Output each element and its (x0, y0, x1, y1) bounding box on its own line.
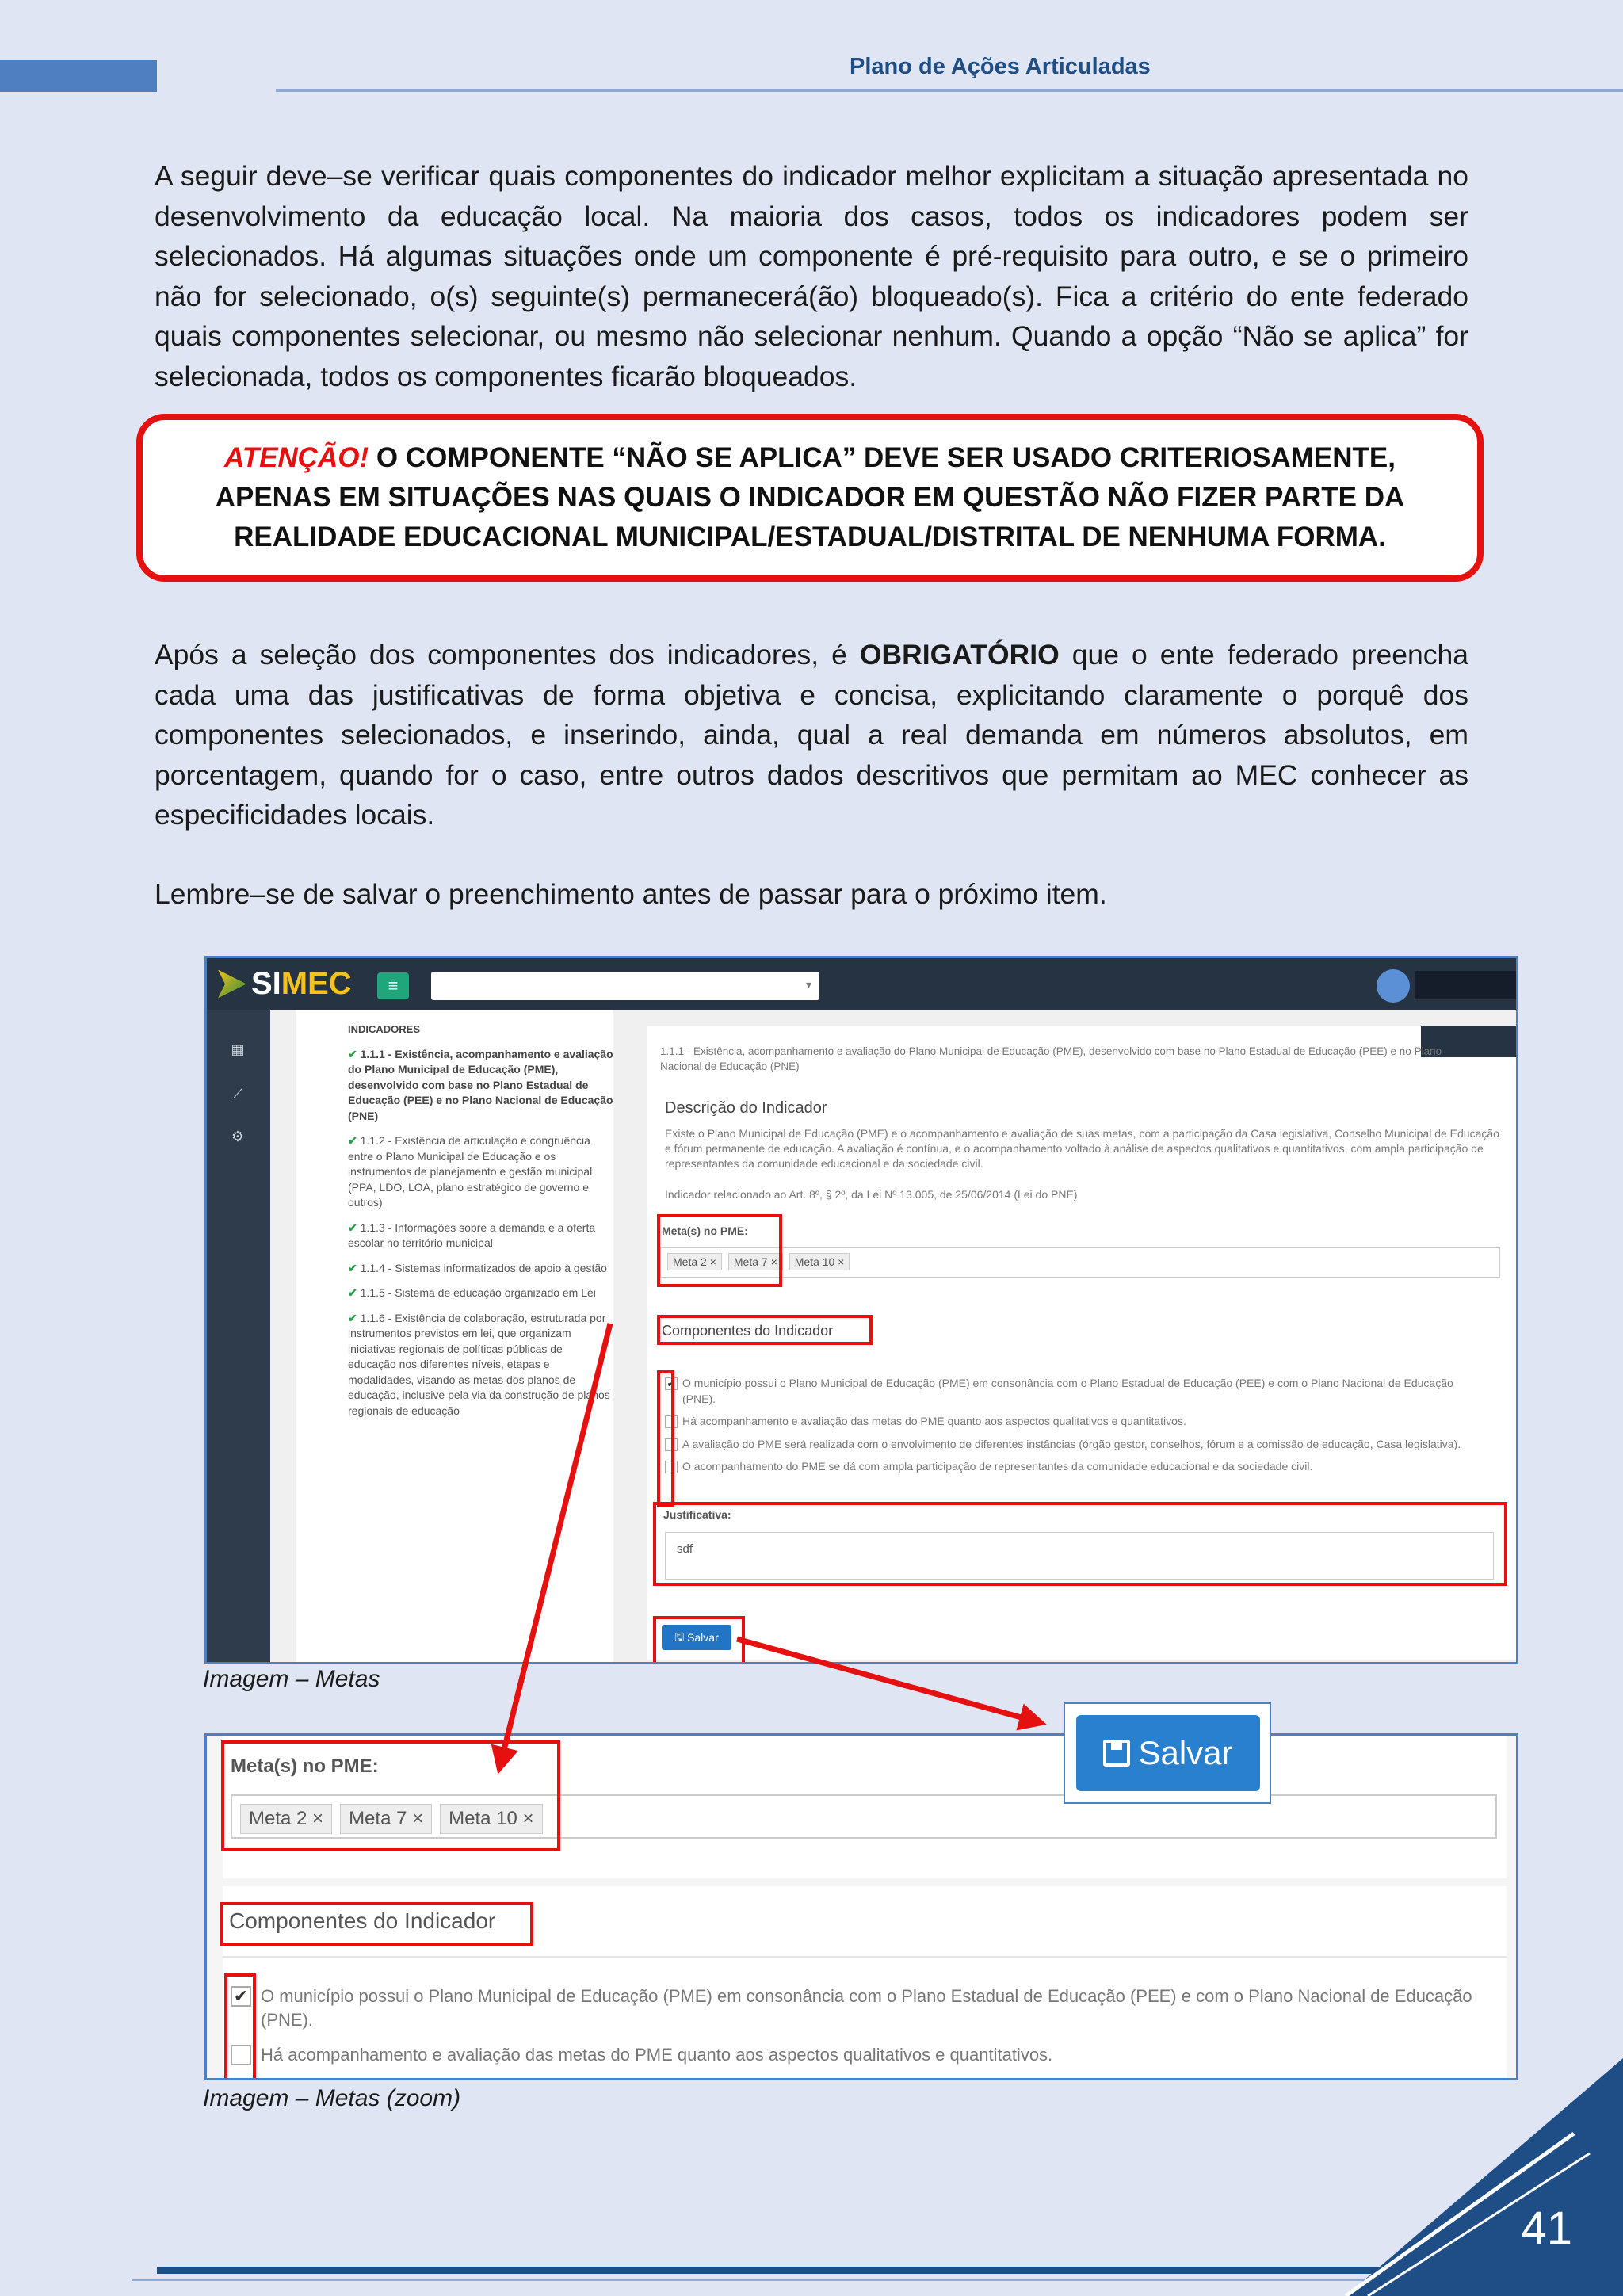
description-heading: Descrição do Indicador (665, 1099, 827, 1117)
justification-label: Justificativa: (663, 1508, 731, 1521)
caption-metas: Imagem – Metas (203, 1666, 380, 1692)
intro-paragraph: A seguir deve–se verificar quais componentes do indicador melhor explicitam a situação apresentada no desenvolvimento da educação local. Na maioria dos casos, todos os indicadores podem ser selecionados. Há algumas situações onde um componente é pré-requisito para outro, e se o primeiro não for selecionado, o(s) seguinte(s) permanecerá(ão) bloqueado(s). Fica a critério do ente federado quais componentes selecionar, ou mesmo não selecionar nenhum. Quando a opção “Não se aplica” for selecionada, todos os componentes ficarão bloqueados. (155, 160, 1468, 392)
paragraph-text: Após a seleção dos componentes dos indicadores, é (155, 639, 860, 670)
indicator-breadcrumb: 1.1.1 - Existência, acompanhamento e avaliação do Plano Municipal de Educação (PME), desenvolvido com base no Plano Estadual de Educação (PEE) e no Plano Nacional de Educação (PNE) (660, 1045, 1442, 1072)
meta-tag[interactable]: Meta 10 × (789, 1253, 850, 1270)
component-label: Há acompanhamento e avaliação das metas do PME quanto aos aspectos qualitativos e quantitativos. (261, 2045, 1053, 2065)
zoom-metas-label: Meta(s) no PME: (231, 1755, 379, 1777)
component-label: O município possui o Plano Municipal de Educação (PME) em consonância com o Plano Estadual de Educação (PEE) e com o Plano Nacional de Educação (PNE). (682, 1377, 1453, 1405)
header-title: Plano de Ações Articuladas (850, 54, 1151, 79)
corner-decoration (1282, 2058, 1623, 2296)
paragraph-text: que o ente federado preencha cada uma das justificativas de forma objetiva e concisa, explicitando claramente o porquê dos componentes selecionados, e inserindo, ainda, qual a real demanda em números absolutos, em porcentagem, quando for o caso, entre outros dados descritivos que permitam ao MEC conhecer as especificidades locais. (155, 639, 1468, 831)
chart-icon[interactable]: ⟋ (232, 1086, 243, 1102)
zoom-components-title: Componentes do Indicador (229, 1908, 496, 1933)
warning-label: ATENÇÃO! (224, 442, 369, 473)
paragraph-emphasis: OBRIGATÓRIO (859, 639, 1060, 670)
check-icon: ✔ (348, 1221, 361, 1234)
save-button-label: Salvar (687, 1631, 719, 1644)
component-checkbox[interactable]: ✔ (665, 1377, 678, 1390)
check-icon: ✔ (348, 1311, 361, 1324)
arrow-to-save-button (737, 1639, 1041, 1723)
gears-icon[interactable]: ⚙ (231, 1129, 245, 1144)
menu-toggle-icon[interactable]: ≡ (377, 972, 409, 999)
warning-message: O COMPONENTE “NÃO SE APLICA” DEVE SER USADO CRITERIOSAMENTE, APENAS EM SITUAÇÕES NAS QUAIS O INDICADOR EM QUESTÃO NÃO FIZER PARTE DA REALIDADE EDUCACIONAL MUNICIPAL/ESTADUAL/DISTRITAL DE NENHUMA FORMA. (215, 442, 1405, 552)
indicator-label: 1.1.1 - Existência, acompanhamento e avaliação do Plano Municipal de Educação (PME), desenvolvido com base no Plano Estadual de Educação (PEE) e no Plano Nacional de Educação (PNE) (348, 1047, 613, 1122)
indicator-label: 1.1.2 - Existência de articulação e congruência entre o Plano Municipal de Educação e os instrumentos de planejamento e gestão municipal (PPA, LDO, LOA, plano estratégico de governo e outros) (348, 1134, 593, 1209)
dashboard-icon[interactable]: ▦ (231, 1041, 245, 1057)
related-law-text: Indicador relacionado ao Art. 8º, § 2º, da Lei Nº 13.005, de 25/06/2014 (Lei do PNE) (665, 1188, 1078, 1201)
meta-tag[interactable]: Meta 7 × (728, 1253, 783, 1270)
meta-tag[interactable]: Meta 2 × (240, 1804, 332, 1834)
check-icon: ✔ (348, 1134, 361, 1147)
component-label: A avaliação do PME será realizada com o envolvimento de diferentes instâncias (órgão gestor, conselhos, fórum e a comissão de educação, Casa legislativa). (682, 1437, 1461, 1450)
meta-tag[interactable]: Meta 2 × (667, 1253, 722, 1270)
justification-textarea[interactable]: sdf (665, 1532, 1494, 1580)
indicator-label: 1.1.4 - Sistemas informatizados de apoio à gestão (360, 1261, 607, 1274)
component-checkbox[interactable]: ✔ (231, 1986, 251, 2007)
page-number: 41 (1521, 2202, 1572, 2254)
save-reminder-paragraph: Lembre–se de salvar o preenchimento antes de passar para o próximo item. (155, 878, 1107, 910)
logo-text: SI (251, 966, 281, 1001)
component-label: O acompanhamento do PME se dá com ampla participação de representantes da comunidade educacional e da sociedade civil. (682, 1460, 1313, 1473)
indicators-heading: INDICADORES (348, 1023, 421, 1035)
check-icon: ✔ (348, 1261, 361, 1274)
meta-tag[interactable]: Meta 10 × (440, 1804, 542, 1834)
footer-thin-rule (132, 2279, 1479, 2281)
component-label: Há acompanhamento e avaliação das metas do PME quanto aos aspectos qualitativos e quantitativos. (682, 1415, 1186, 1427)
arrow-to-zoom-metas (499, 1324, 610, 1769)
meta-tag[interactable]: Meta 7 × (340, 1804, 432, 1834)
footer-rule (157, 2267, 1472, 2274)
chevron-down-icon: ▾ (805, 978, 812, 991)
caption-metas-zoom: Imagem – Metas (zoom) (203, 2085, 461, 2111)
zoom-save-label: Salvar (1138, 1734, 1233, 1771)
check-icon: ✔ (348, 1047, 361, 1060)
indicator-label: 1.1.3 - Informações sobre a demanda e a oferta escolar no território municipal (348, 1221, 596, 1249)
logo-text-accent: MEC (281, 966, 352, 1001)
save-button[interactable]: 🖫 Salvar (662, 1625, 731, 1650)
description-text: Existe o Plano Municipal de Educação (PME) e o acompanhamento e avaliação de suas metas, com a participação da Casa legislativa, Conselho Municipal de Educação e fórum permanente de educação. A avaliação é contínua, e o acompanhamento voltado à análise de aspectos qualitativos e quantitativos, com ampla participação de representantes da comunidade educacional e da sociedade civil. (665, 1127, 1499, 1170)
indicator-label: 1.1.5 - Sistema de educação organizado em Lei (360, 1286, 596, 1299)
components-title: Componentes do Indicador (662, 1323, 834, 1339)
component-label: O município possui o Plano Municipal de Educação (PME) em consonância com o Plano Estadual de Educação (PEE) e com o Plano Nacional de Educação (PNE). (261, 1986, 1472, 2030)
metas-label: Meta(s) no PME: (662, 1224, 748, 1237)
indicator-label: 1.1.6 - Existência de colaboração, estruturada por instrumentos previstos em lei, que organizam iniciativas regionais de políticas públicas de educação nos diferentes níveis, etapas e modalidades, visando as metas dos planos de educação, inclusive pela via da construção de planos regionais de educação (348, 1311, 610, 1417)
check-icon: ✔ (348, 1286, 361, 1299)
